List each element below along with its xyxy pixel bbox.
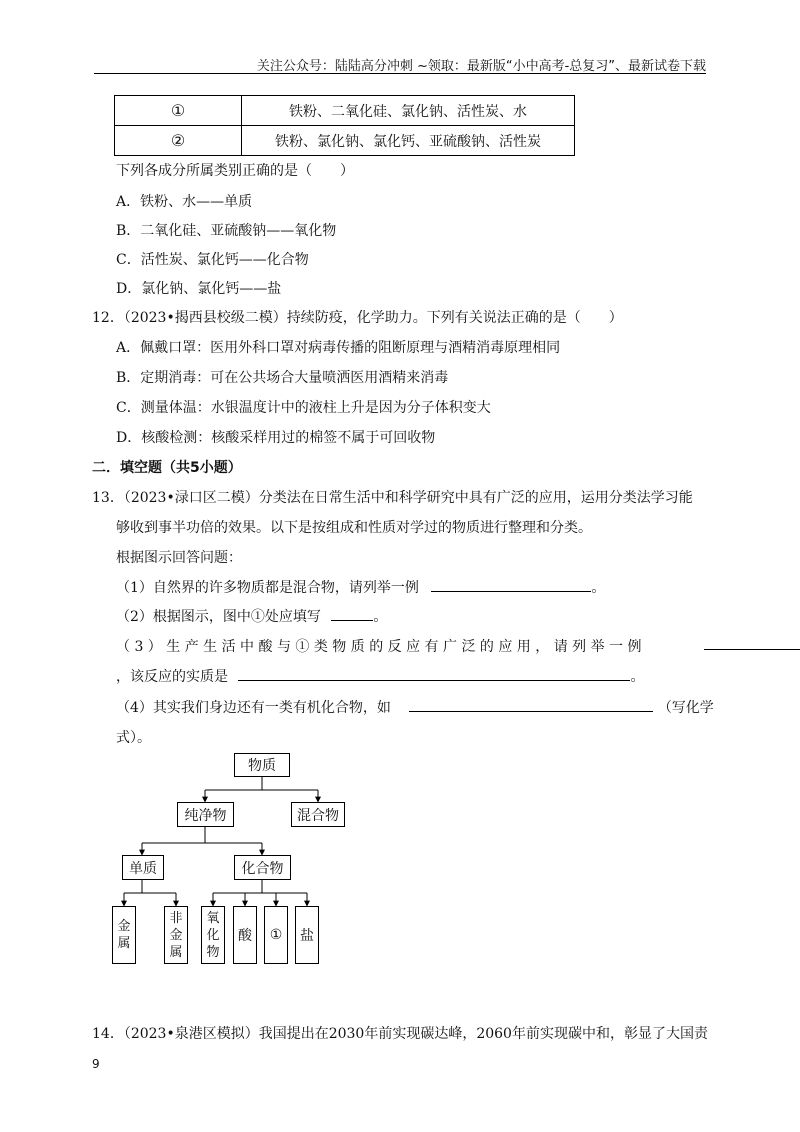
- node-oxide: [201, 906, 225, 964]
- node-metal-char: 金: [117, 919, 131, 934]
- table-cell-content: 铁粉、氯化钠、氯化钙、亚硫酸钠、活性炭: [242, 126, 575, 156]
- q13-sub2-text: （2）根据图示，图中①处应填写: [116, 609, 321, 625]
- table-cell-num: ②: [115, 126, 242, 156]
- node-compound: 化合物: [234, 855, 291, 880]
- table-cell-num: ①: [115, 96, 242, 126]
- node-pure-substance: 纯净物: [177, 802, 234, 827]
- q13-stem-line2: 够收到事半功倍的效果。以下是按组成和性质对学过的物质进行整理和分类。: [116, 520, 592, 536]
- period: 。: [373, 609, 388, 625]
- node-nonmetal-char: 非: [169, 910, 183, 926]
- node-element: 单质: [122, 855, 164, 880]
- node-mixture: 混合物: [291, 802, 345, 827]
- q13-sub3-line1: （ 3 ） 生 产 生 活 中 酸 与 ① 类 物 质 的 反 应 有 广 泛 的 应 用 ， 请 列 举 一 例: [116, 639, 642, 655]
- q11-option-d: D．氯化钠、氯化钙——盐: [116, 281, 282, 297]
- node-unknown-blank: ①: [264, 906, 288, 964]
- node-nonmetal-char: 属: [169, 944, 183, 960]
- node-metal: [112, 906, 136, 964]
- q13-sub3-line2-text: ，该反应的实质是: [116, 669, 228, 685]
- q11-option-c: C．活性炭、氯化钙——化合物: [116, 252, 309, 268]
- q13-prompt: 根据图示回答问题：: [116, 550, 242, 566]
- node-oxide-char: 氧: [206, 910, 220, 926]
- node-nonmetal: [164, 906, 188, 964]
- node-oxide-char: 物: [206, 944, 220, 960]
- q11-option-b: B．二氧化硅、亚硫酸钠——氧化物: [116, 223, 337, 239]
- q12-option-b: B．定期消毒：可在公共场合大量喷洒医用酒精来消毒: [116, 370, 449, 386]
- section-title: 二．填空题（共5小题）: [92, 460, 242, 476]
- q11-stem: 下列各成分所属类别正确的是（ ）: [116, 163, 354, 179]
- node-substance: 物质: [234, 753, 290, 777]
- period: 。: [591, 580, 606, 596]
- node-metal-char: 属: [117, 936, 131, 951]
- node-nonmetal-char: 金: [169, 927, 183, 943]
- q13-sub4-text: （4）其实我们身边还有一类有机化合物，如: [116, 700, 391, 716]
- q13-stem-line1: 13．（2023•渌口区二模）分类法在日常生活中和科学研究中具有广泛的应用，运用分类法学习能: [92, 490, 693, 506]
- node-salt: 盐: [295, 906, 319, 964]
- q12-option-a: A．佩戴口罩：医用外科口罩对病毒传播的阻断原理与酒精消毒原理相同: [116, 340, 561, 356]
- q12-option-d: D．核酸检测：核酸采样用过的棉签不属于可回收物: [116, 430, 436, 446]
- node-acid: 酸: [233, 906, 257, 964]
- page-header: 关注公众号：陆陆高分冲刺 ~领取：最新版“小中高考-总复习”、最新试卷下载: [256, 59, 706, 74]
- q14-stem: 14．（2023•泉港区模拟）我国提出在2030年前实现碳达峰，2060年前实现碳中和，彰显了大国责: [92, 1026, 708, 1042]
- q12-option-c: C．测量体温：水银温度计中的液柱上升是因为分子体积变大: [116, 400, 491, 416]
- q11-option-a: A．铁粉、水——单质: [116, 194, 253, 210]
- q13-sub4-suffix: （写化学: [657, 700, 714, 716]
- q13-sub1-text: （1）自然界的许多物质都是混合物，请列举一例: [116, 580, 419, 596]
- node-oxide-char: 化: [206, 927, 220, 943]
- table-cell-content: 铁粉、二氧化硅、氯化钠、活性炭、水: [242, 96, 575, 126]
- q12-stem: 12．（2023•揭西县校级二模）持续防疫，化学助力。下列有关说法正确的是（ ）: [92, 310, 623, 326]
- period: 。: [630, 669, 645, 685]
- q13-sub4-line2: 式）。: [116, 730, 151, 746]
- page-number: 9: [92, 1057, 100, 1071]
